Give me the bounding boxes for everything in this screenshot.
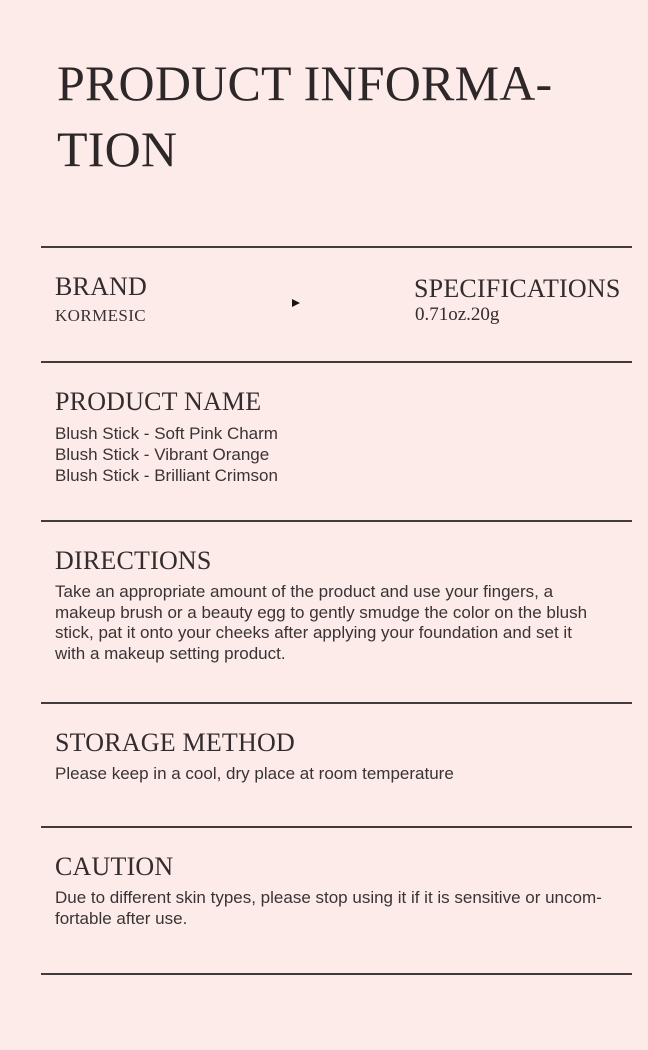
brand-value: KORMESIC [55, 306, 147, 325]
product-name-item: Blush Stick - Soft Pink Charm [55, 424, 278, 443]
storage-method-heading: STORAGE METHOD [55, 728, 295, 757]
product-name-item: Blush Stick - Brilliant Crimson [55, 466, 278, 485]
page-title-line-1: PRODUCT INFORMA- [57, 55, 553, 111]
directions-heading: DIRECTIONS [55, 546, 212, 575]
section-divider [41, 520, 632, 522]
section-divider [41, 973, 632, 975]
page-title [57, 50, 552, 182]
directions-body: Take an appropriate amount of the product and use your fingers, a makeup brush or a beauty egg to gently smudge the color on the blush stick, pat it onto your cheeks after applying your foundation and set it with a makeup setting product. [55, 582, 588, 663]
product-name-item: Blush Stick - Vibrant Orange [55, 445, 270, 464]
section-divider [41, 246, 632, 248]
caution-body: Due to different skin types, please stop using it if it is sensitive or uncomfortable after use. [55, 888, 602, 928]
section-divider [41, 702, 632, 704]
storage-method-body: Please keep in a cool, dry place at room temperature [55, 764, 454, 783]
product-name-heading: PRODUCT NAME [55, 387, 262, 416]
brand-label: BRAND [55, 272, 148, 301]
section-divider [41, 361, 632, 363]
product-name-list [55, 423, 278, 486]
caution-heading: CAUTION [55, 852, 174, 881]
triangle-right-icon [292, 299, 300, 307]
specifications-value: 0.71oz.20g [415, 304, 500, 325]
section-divider [41, 826, 632, 828]
specifications-label: SPECIFICATIONS [414, 274, 621, 303]
page-title-line-2: TION [57, 121, 178, 177]
